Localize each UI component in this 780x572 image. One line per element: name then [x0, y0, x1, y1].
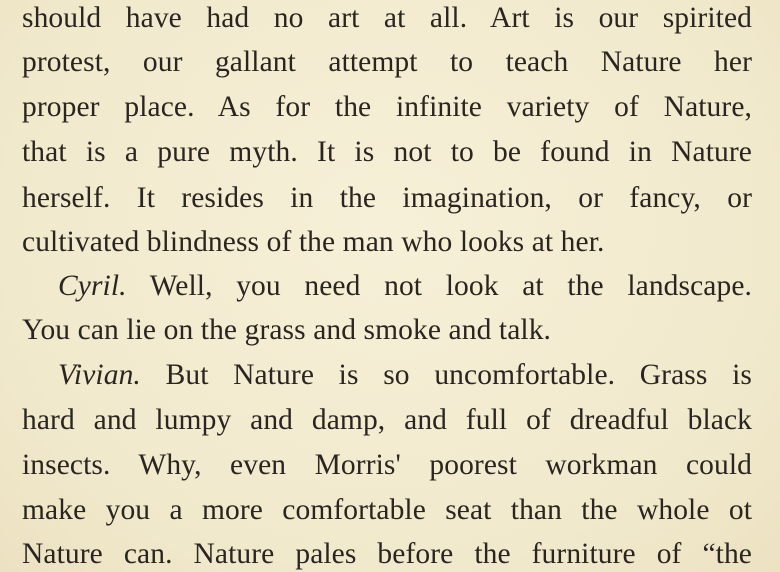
cyril-line-2: You can lie on the grass and smoke and talk.	[22, 314, 552, 346]
text-line-5: herself. It resides in the imagination, or fancy, or	[22, 182, 752, 214]
vivian-line-2: hard and lumpy and damp, and full of dreadful black	[22, 404, 752, 436]
text-line-4: that is a pure myth. It is not to be found in Nature	[22, 136, 752, 168]
vivian-line-5: Nature can. Nature pales before the furniture of “the	[22, 538, 752, 570]
speaker-name-cyril: Cyril.	[58, 270, 127, 302]
text-line-2: protest, our gallant attempt to teach Nature her	[22, 46, 752, 78]
vivian-dialogue-line	[58, 357, 752, 393]
text-line-6: cultivated blindness of the man who looks at her.	[22, 226, 605, 258]
speaker-name-vivian: Vivian.	[58, 359, 141, 391]
cyril-dialogue-line	[58, 268, 752, 304]
vivian-line-4: make you a more comfortable seat than the whole ot	[22, 494, 752, 526]
text-line-1: should have had no art at all. Art is our spirited	[22, 2, 752, 34]
cyril-speech: Well, you need not look at the landscape.	[126, 270, 752, 302]
vivian-line-3: insects. Why, even Morris' poorest workman could	[22, 449, 752, 481]
vivian-speech: But Nature is so uncomfortable. Grass is	[140, 359, 752, 391]
text-line-3: proper place. As for the infinite variety of Nature,	[22, 91, 752, 123]
